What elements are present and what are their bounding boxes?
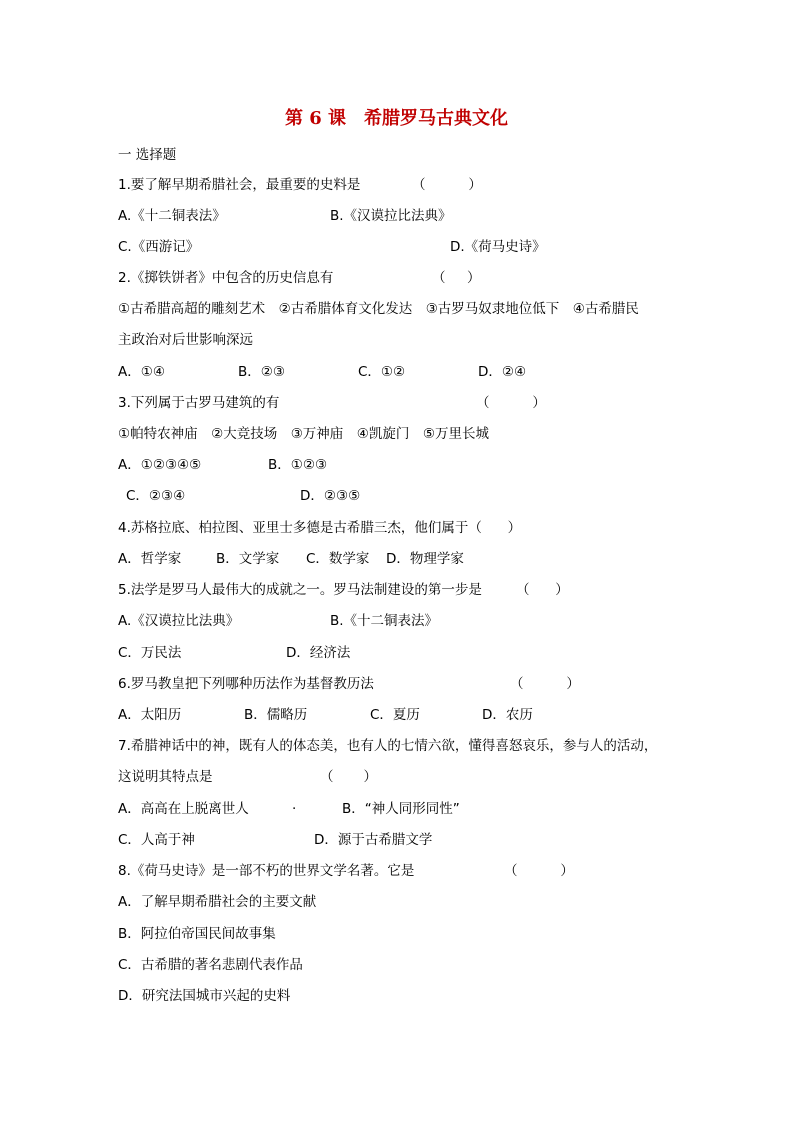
q6-blank: （ ） bbox=[510, 676, 580, 692]
q2-option-c: C．①② bbox=[358, 364, 406, 380]
q5-option-d: D．经济法 bbox=[286, 645, 351, 661]
q1-stem: 1.要了解早期希腊社会，最重要的史料是 bbox=[118, 177, 361, 193]
q2-items-line1: ①古希腊高超的雕刻艺术 ②古希腊体育文化发达 ③古罗马奴隶地位低下 ④古希腊民 bbox=[118, 301, 639, 317]
q3-stem: 3.下列属于古罗马建筑的有 bbox=[118, 395, 280, 411]
q2-items-line2: 主政治对后世影响深远 bbox=[118, 332, 253, 348]
q3-option-b: B．①②③ bbox=[268, 457, 328, 473]
q3-option-d: D．②③⑤ bbox=[300, 488, 361, 504]
q7-stem-line2: 这说明其特点是 bbox=[118, 769, 213, 785]
q1-blank: （ ） bbox=[412, 177, 482, 193]
q8-option-c: C．古希腊的著名悲剧代表作品 bbox=[118, 957, 303, 973]
q6-option-b: B．儒略历 bbox=[244, 707, 308, 723]
q6-option-a: A．太阳历 bbox=[118, 707, 182, 723]
q7-option-a: A．高高在上脱离世人 bbox=[118, 801, 249, 817]
q8-option-b: B．阿拉伯帝国民间故事集 bbox=[118, 926, 276, 942]
q3-option-a: A．①②③④⑤ bbox=[118, 457, 202, 473]
q5-option-a: A.《汉谟拉比法典》 bbox=[118, 613, 240, 629]
q6-option-c: C．夏历 bbox=[370, 707, 420, 723]
q5-stem: 5.法学是罗马人最伟大的成就之一。罗马法制建设的第一步是 bbox=[118, 582, 482, 598]
section-heading: 一 选择题 bbox=[118, 147, 177, 163]
q7-option-d: D．源于古希腊文学 bbox=[314, 832, 433, 848]
q8-option-d: D．研究法国城市兴起的史料 bbox=[118, 988, 291, 1004]
q4-option-d: D．物理学家 bbox=[386, 551, 464, 567]
q4-option-a: A．哲学家 bbox=[118, 551, 182, 567]
q5-blank: （ ） bbox=[516, 582, 569, 598]
q7-stray-dot: · bbox=[292, 801, 297, 817]
q6-option-d: D．农历 bbox=[482, 707, 533, 723]
q8-blank: （ ） bbox=[504, 863, 574, 879]
q4-option-b: B．文学家 bbox=[216, 551, 280, 567]
page-title: 第 6 课 希腊罗马古典文化 bbox=[284, 108, 509, 129]
q1-option-d: D.《荷马史诗》 bbox=[450, 239, 546, 255]
q3-blank: （ ） bbox=[476, 395, 546, 411]
q7-blank: （ ） bbox=[320, 769, 378, 785]
q3-option-c: C．②③④ bbox=[126, 488, 186, 504]
q2-option-d: D．②④ bbox=[478, 364, 527, 380]
q2-stem: 2.《掷铁饼者》中包含的历史信息有 bbox=[118, 270, 334, 286]
q3-items: ①帕特农神庙 ②大竞技场 ③万神庙 ④凯旋门 ⑤万里长城 bbox=[118, 426, 490, 442]
q8-option-a: A．了解早期希腊社会的主要文献 bbox=[118, 894, 317, 910]
q4-stem: 4.苏格拉底、柏拉图、亚里士多德是古希腊三杰，他们属于（ ） bbox=[118, 520, 522, 536]
q1-option-b: B.《汉谟拉比法典》 bbox=[330, 208, 452, 224]
q1-option-a: A.《十二铜表法》 bbox=[118, 208, 226, 224]
q7-option-b: B．“神人同形同性” bbox=[342, 801, 460, 817]
q2-blank: （ ） bbox=[432, 270, 481, 286]
q1-option-c: C.《西游记》 bbox=[118, 239, 200, 255]
q6-stem: 6.罗马教皇把下列哪种历法作为基督教历法 bbox=[118, 676, 374, 692]
q2-option-a: A．①④ bbox=[118, 364, 165, 380]
q5-option-c: C．万民法 bbox=[118, 645, 182, 661]
q8-stem: 8.《荷马史诗》是一部不朽的世界文学名著。它是 bbox=[118, 863, 415, 879]
q7-stem-line1: 7.希腊神话中的神，既有人的体态美，也有人的七情六欲，懂得喜怒哀乐，参与人的活动， bbox=[118, 738, 658, 754]
q4-option-c: C．数学家 bbox=[306, 551, 370, 567]
q2-option-b: B．②③ bbox=[238, 364, 285, 380]
q7-option-c: C．人高于神 bbox=[118, 832, 195, 848]
q5-option-b: B.《十二铜表法》 bbox=[330, 613, 439, 629]
